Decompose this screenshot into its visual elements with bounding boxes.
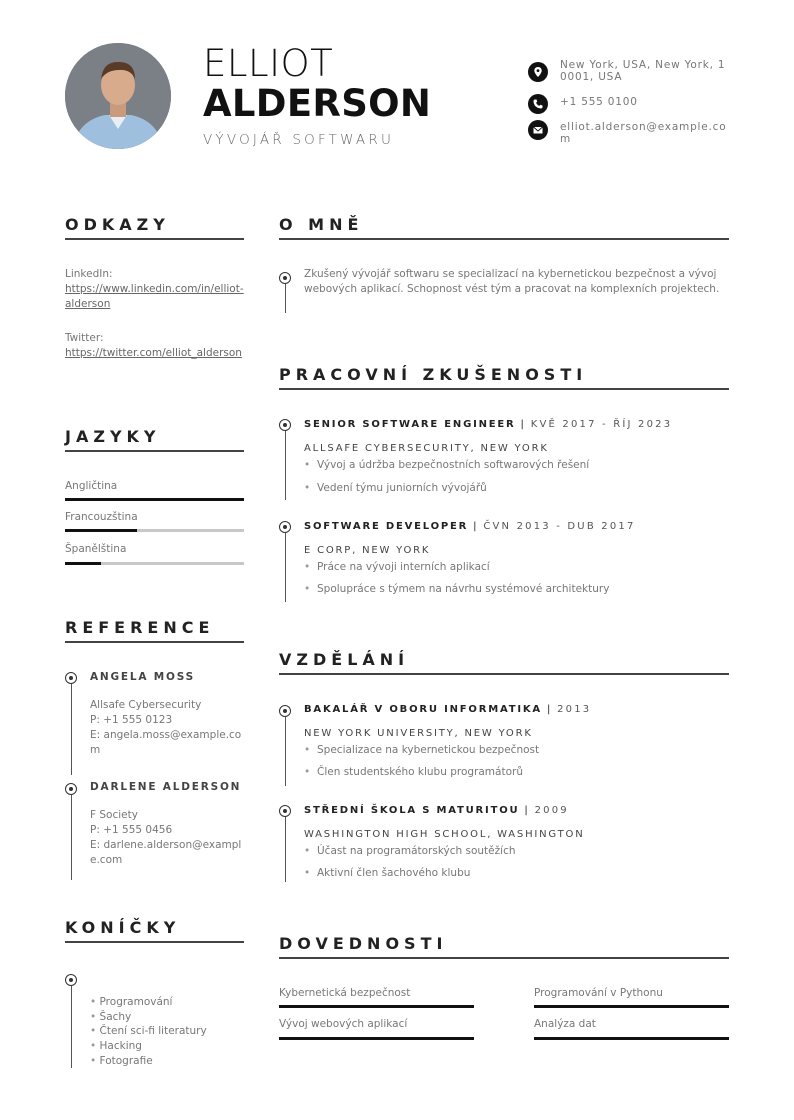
reference-details [90,808,244,868]
education-school: WASHINGTON HIGH SCHOOL, WASHINGTON [304,829,585,840]
skill-bar [534,1037,729,1040]
phone-icon [528,94,548,114]
language-level-bar [65,529,244,532]
job-company: E CORP, NEW YORK [304,545,431,556]
education-bullet: • Specializace na kybernetickou bezpečnost [304,744,539,756]
hobby-item: • Fotografie [90,1054,207,1069]
job-role: SENIOR SOFTWARE ENGINEER [304,419,516,430]
linkedin-link[interactable]: https://www.linkedin.com/in/elliot-alderson [65,283,244,310]
links-divider [65,238,244,240]
location-pin-icon [528,62,548,82]
job-bullet: • Spolupráce s týmem na návrhu systémové architektury [304,583,609,595]
references-divider [65,641,244,643]
timeline-dot-icon [279,805,291,817]
hobby-item: • Programování [90,995,207,1010]
skill-bar [279,1037,474,1040]
job-company: ALLSAFE CYBERSECURITY, NEW YORK [304,443,549,454]
job-header [304,521,636,532]
linkedin-label: LinkedIn: [65,268,113,280]
education-divider [279,673,729,675]
language-label: Francouzština [65,511,138,523]
skill-label: Vývoj webových aplikací [279,1018,408,1030]
language-level-fill [65,498,244,501]
languages-heading: JAZYKY [65,427,161,446]
timeline-line [71,683,72,775]
hobbies-heading: KONÍČKY [65,918,181,937]
hobby-item: • Hacking [90,1039,207,1054]
skills-heading: DOVEDNOSTI [279,934,448,953]
contact-address: New York, USA, New York, 10001, USA [560,59,726,83]
education-bullet: • Člen studentského klubu programátorů [304,766,523,778]
contact-email: elliot.alderson@example.com [560,121,727,145]
experience-heading: PRACOVNÍ ZKUŠENOSTI [279,365,588,384]
education-bullet: • Účast na programátorských soutěžích [304,845,516,857]
separator: | [541,704,558,715]
education-bullet: • Aktivní člen šachového klubu [304,867,470,879]
timeline-dot-icon [279,272,291,284]
timeline-dot-icon [279,705,291,717]
skill-label: Kybernetická bezpečnost [279,987,411,999]
timeline-dot-icon [279,419,291,431]
language-level-fill [65,529,137,532]
timeline-line [71,794,72,880]
timeline-line [285,532,286,602]
hobbies-list [90,995,207,1069]
timeline-dot-icon [279,521,291,533]
separator: | [468,521,484,532]
reference-name: ANGELA MOSS [90,671,196,683]
hobby-item: • Šachy [90,1010,207,1025]
skills-divider [279,957,729,959]
twitter-label: Twitter: [65,332,104,344]
job-dates: KVĚ 2017 - ŘÍJ 2023 [530,419,673,430]
languages-divider [65,450,244,452]
reference-company: F Society [90,809,138,821]
reference-email: E: angela.moss@example.com [90,729,242,756]
skill-bar [534,1005,729,1008]
timeline-line [71,985,72,1068]
education-header [304,704,591,715]
envelope-icon [528,120,548,140]
hobbies-divider [65,941,244,943]
education-dates: 2009 [534,805,569,816]
reference-name: DARLENE ALDERSON [90,781,242,793]
education-dates: 2013 [557,704,592,715]
reference-phone: P: +1 555 0456 [90,824,173,836]
reference-company: Allsafe Cybersecurity [90,699,202,711]
job-title: VÝVOJÁŘ SOFTWARU [203,132,395,148]
about-divider [279,238,729,240]
education-degree: STŘEDNÍ ŠKOLA S MATURITOU [304,805,520,816]
timeline-dot-icon [65,672,77,684]
language-level-bar [65,498,244,501]
experience-divider [279,388,729,390]
education-school: NEW YORK UNIVERSITY, NEW YORK [304,728,533,739]
education-heading: VZDĚLÁNÍ [279,650,410,669]
reference-email: E: darlene.alderson@example.com [90,839,242,866]
links-heading: ODKAZY [65,215,170,234]
skill-label: Analýza dat [534,1018,596,1030]
about-text: Zkušený vývojář softwaru se specializací na kybernetickou bezpečnost a vývoj webových aplikací. Schopnost vést tým a pracovat na komplexních projektech. [304,268,720,295]
language-level-fill [65,562,101,565]
language-label: Španělština [65,543,127,555]
timeline-dot-icon [65,783,77,795]
references-heading: REFERENCE [65,618,215,637]
hobby-item: • Čtení sci-fi literatury [90,1024,207,1039]
linkedin-entry [65,267,244,312]
separator: | [519,805,535,816]
job-dates: ČVN 2013 - DUB 2017 [483,521,636,532]
job-bullet: • Vedení týmu juniorních vývojářů [304,482,487,494]
twitter-link[interactable]: https://twitter.com/elliot_alderson [65,347,242,359]
job-bullet: • Práce na vývoji interních aplikací [304,561,490,573]
timeline-line [285,430,286,500]
education-degree: BAKALÁŘ V OBORU INFORMATIKA [304,704,542,715]
education-header [304,805,569,816]
timeline-line [285,816,286,882]
separator: | [515,419,531,430]
reference-details [90,698,244,758]
person-photo-icon [65,43,171,149]
language-level-bar [65,562,244,565]
skill-label: Programování v Pythonu [534,987,663,999]
twitter-entry [65,331,244,361]
about-heading: O MNĚ [279,215,364,234]
contact-phone: +1 555 0100 [560,96,638,108]
skill-bar [279,1005,474,1008]
timeline-line [285,716,286,786]
profile-photo [65,43,171,149]
last-name: ALDERSON [203,82,432,125]
first-name: ELLIOT [203,42,334,85]
language-label: Angličtina [65,480,118,492]
timeline-dot-icon [65,974,77,986]
timeline-line [285,283,286,313]
job-role: SOFTWARE DEVELOPER [304,521,469,532]
reference-phone: P: +1 555 0123 [90,714,173,726]
job-header [304,419,672,430]
job-bullet: • Vývoj a údržba bezpečnostních softwarových řešení [304,459,589,471]
